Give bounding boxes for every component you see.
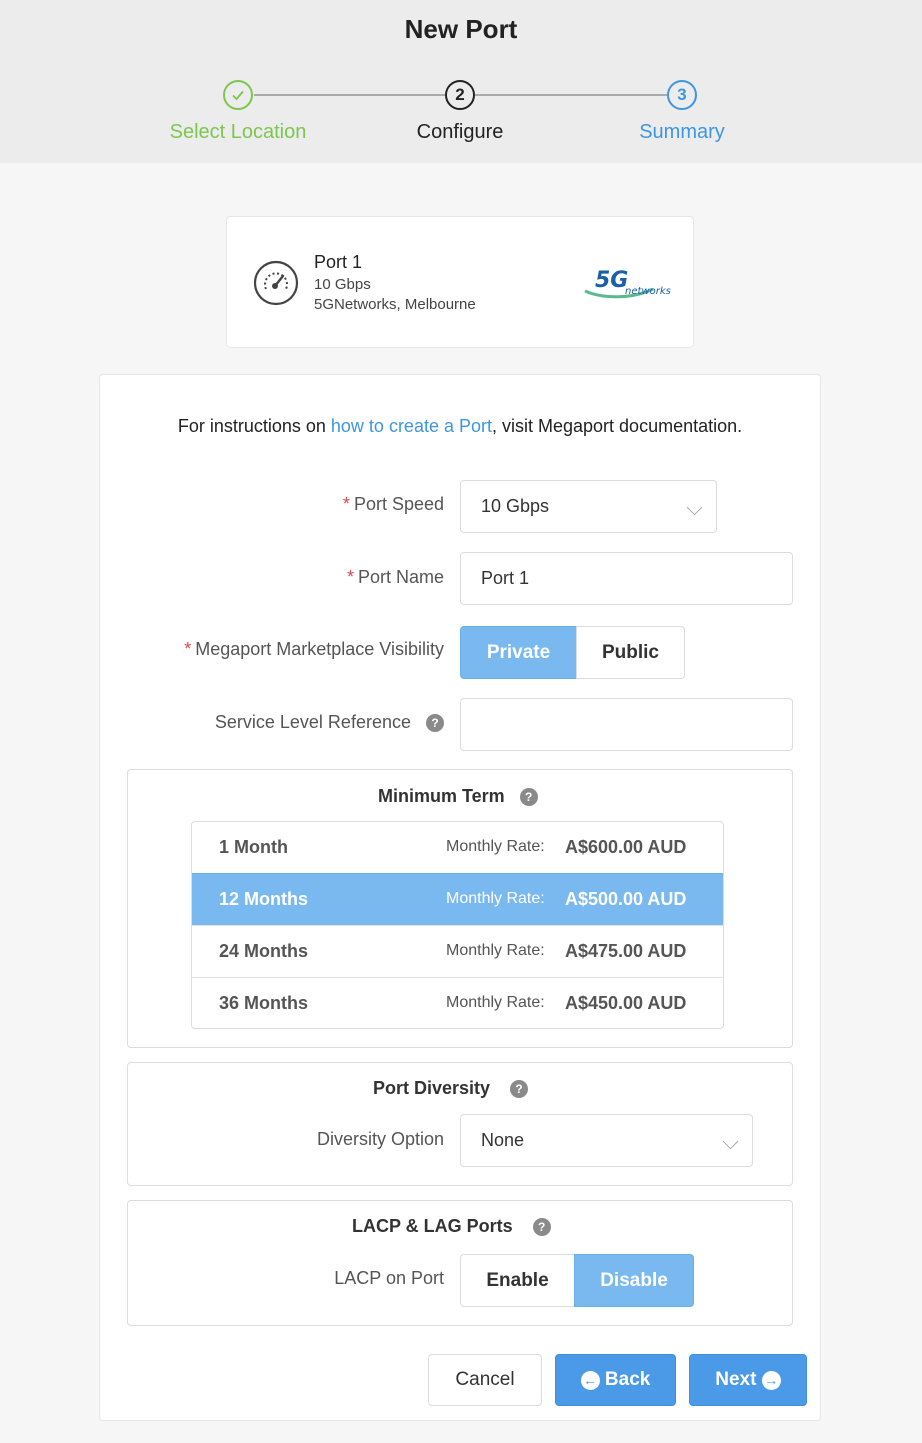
instructions-text: For instructions on how to create a Port, visit Megaport documentation. — [177, 416, 743, 436]
port-name-input[interactable]: Port 1 — [460, 552, 793, 605]
step-label-select-location[interactable]: Select Location — [169, 121, 307, 143]
cancel-button[interactable]: Cancel — [428, 1354, 542, 1406]
step-3-circle: 3 — [667, 80, 697, 110]
term-option-1-month[interactable]: 1 Month Monthly Rate: A$600.00 AUD — [219, 837, 687, 857]
port-card-title: Port 1 — [314, 252, 363, 272]
help-icon[interactable]: ? — [520, 788, 538, 806]
port-speed-select[interactable]: 10 Gbps — [460, 480, 717, 533]
port-summary-card — [226, 216, 694, 348]
marketplace-visibility-label: * Megaport Marketplace Visibility — [184, 639, 444, 659]
lacp-disable-button[interactable]: Disable — [574, 1254, 694, 1307]
arrow-left-circle-icon: ← — [581, 1371, 600, 1390]
page-title: New Port — [404, 14, 518, 44]
svg-text:5G: 5G — [595, 268, 629, 293]
diversity-option-select[interactable]: None — [460, 1114, 753, 1167]
term-option-24-months[interactable]: 24 Months Monthly Rate: A$475.00 AUD — [192, 925, 723, 977]
help-icon[interactable]: ? — [533, 1218, 551, 1236]
lacp-on-port-label: LACP on Port — [334, 1268, 444, 1288]
service-level-input[interactable] — [460, 698, 793, 751]
chevron-down-icon — [723, 1134, 739, 1150]
stepper-connector — [254, 94, 445, 96]
next-button[interactable]: Next → — [689, 1354, 807, 1406]
documentation-link[interactable]: how to create a Port — [330, 416, 492, 436]
help-icon[interactable]: ? — [426, 714, 444, 732]
minimum-term-list — [191, 821, 724, 1029]
service-level-label: Service Level Reference ? — [215, 712, 444, 733]
chevron-down-icon — [687, 500, 703, 516]
step-1-check-icon[interactable] — [223, 80, 253, 110]
speedometer-icon — [253, 260, 299, 306]
step-label-configure: Configure — [416, 121, 504, 143]
port-speed-label: * Port Speed — [342, 494, 444, 514]
port-name-label: * Port Name — [346, 567, 444, 587]
back-button[interactable]: ← Back — [555, 1354, 676, 1406]
stepper-connector — [475, 94, 667, 96]
term-option-36-months[interactable]: 36 Months Monthly Rate: A$450.00 AUD — [192, 977, 723, 1029]
port-card-location: 5GNetworks, Melbourne — [314, 296, 476, 313]
lacp-enable-button[interactable]: Enable — [460, 1254, 575, 1307]
wizard-header — [0, 0, 922, 163]
port-diversity-title: Port Diversity ? — [373, 1078, 528, 1099]
step-label-summary: Summary — [639, 121, 725, 143]
visibility-private-button[interactable]: Private — [460, 626, 577, 679]
lacp-title: LACP & LAG Ports ? — [352, 1216, 551, 1237]
term-option-12-months[interactable]: 12 Months Monthly Rate: A$500.00 AUD — [192, 873, 723, 925]
minimum-term-title: Minimum Term ? — [378, 786, 538, 807]
arrow-right-circle-icon: → — [762, 1371, 781, 1390]
visibility-public-button[interactable]: Public — [576, 626, 685, 679]
help-icon[interactable]: ? — [510, 1080, 528, 1098]
provider-logo — [583, 263, 673, 301]
diversity-option-label: Diversity Option — [316, 1129, 444, 1149]
step-2-circle: 2 — [445, 80, 475, 110]
port-card-speed: 10 Gbps — [314, 276, 371, 293]
svg-text:networks: networks — [625, 286, 671, 297]
